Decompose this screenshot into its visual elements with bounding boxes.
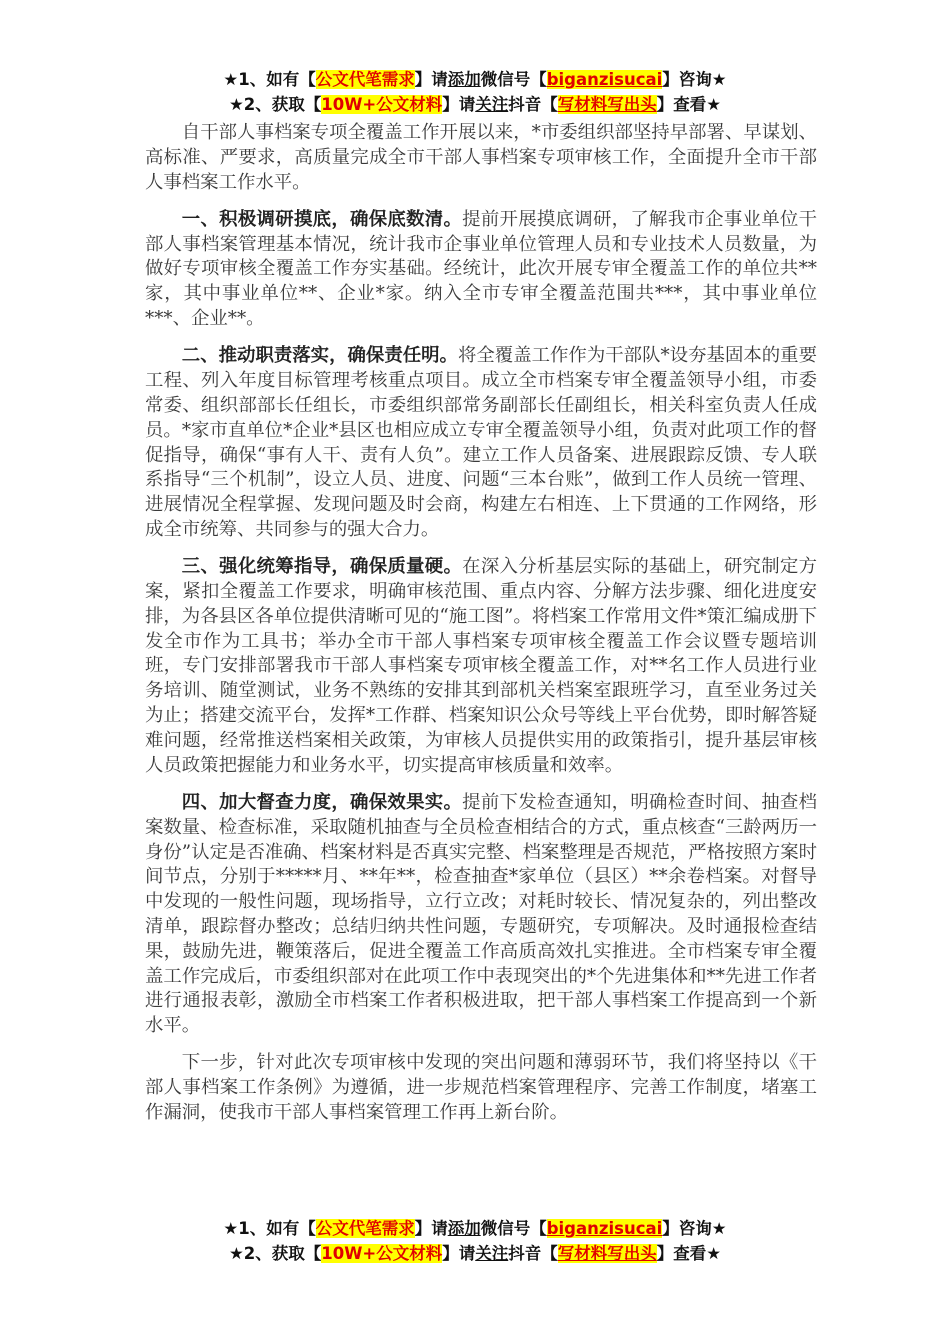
- promo-line-2: [0, 1242, 950, 1267]
- promo-text: ★2、获取【: [228, 1243, 322, 1263]
- promo-text: 】查看★: [656, 1243, 722, 1263]
- highlight-wechat-id: biganzisucai: [546, 70, 663, 89]
- promo-text: 】请: [442, 1243, 476, 1263]
- promo-text: 】咨询★: [662, 1219, 727, 1238]
- highlight-ghostwriting: 公文代笔需求: [315, 70, 415, 89]
- highlight-materials: 10W+公文材料: [321, 1243, 443, 1263]
- highlight-ghostwriting: 公文代笔需求: [315, 1219, 415, 1238]
- underlined-follow: 关注: [475, 94, 509, 114]
- section-heading: 三、强化统筹指导，确保质量硬。: [181, 556, 463, 578]
- conclusion-paragraph: 下一步，针对此次专项审核中发现的突出问题和薄弱环节，我们将坚持以《干部人事档案工作条例》为遵循，进一步规范档案管理程序、完善工作制度，堵塞工作漏洞，使我市干部人事档案管理工作再上新台阶。: [145, 1052, 817, 1123]
- promo-text: 】请: [414, 70, 448, 89]
- section-4-paragraph: [145, 791, 817, 1039]
- section-body: 提前下发检查通知，明确检查时间、抽查档案数量、检查标准，采取随机抽查与全员检查相结合的方式，重点核查“三龄两历一身份”认定是否准确、档案材料是否真实完整、档案整理是否规范，严格按照方案时间节点，分别于*****月、**年**，检查抽查*家单位（县区）**余卷档案。对督导中发现的一般性问题，现场指导，立行立改；对耗时较长、情况复杂的，列出整改清单，跟踪督办整改；总结归纳共性问题，专题研究，专项解决。及时通报检查结果，鼓励先进，鞭策落后，促进全覆盖工作高质高效扎实推进。全市档案专审全覆盖工作完成后，市委组织部对在此项工作中表现突出的*个先进集体和**先进工作者进行通报表彰，激励全市档案工作者积极进取，把干部人事档案工作提高到一个新水平。: [145, 791, 817, 1037]
- promo-text: ★1、如有【: [223, 1219, 316, 1238]
- intro-paragraph: 自干部人事档案专项全覆盖工作开展以来，*市委组织部坚持早部署、早谋划、高标准、严要求，高质量完成全市干部人事档案专项审核工作，全面提升全市干部人事档案工作水平。: [145, 122, 817, 193]
- section-1-paragraph: [145, 208, 817, 332]
- section-body: 在深入分析基层实际的基础上，研究制定方案，紧扣全覆盖工作要求，明确审核范围、重点内容、分解方法步骤、细化进度安排，为各县区各单位提供清晰可见的“施工图”。将档案工作常用文件*策汇编成册下发全市作为工具书；举办全市干部人事档案专项审核全覆盖工作会议暨专题培训班，专门安排部署我市干部人事档案专项审核全覆盖工作，对**名工作人员进行业务培训、随堂测试，业务不熟练的安排其到部机关档案室跟班学习，直至业务过关为止；搭建交流平台，发挥*工作群、档案知识公众号等线上平台优势，即时解答疑难问题，经常推送档案相关政策，为审核人员提供实用的政策指引，提升基层审核人员政策把握能力和业务水平，切实提高审核质量和效率。: [145, 556, 817, 776]
- promo-line-1: [0, 68, 950, 93]
- underlined-add: 添加: [447, 70, 481, 89]
- highlight-douyin-account: 写材料写出头: [557, 94, 657, 114]
- highlight-wechat-id: biganzisucai: [546, 1219, 663, 1238]
- promo-text: 抖音【: [508, 94, 558, 114]
- promo-line-2: [0, 93, 950, 118]
- section-heading: 四、加大督查力度，确保效果实。: [181, 791, 463, 813]
- promo-text: 】咨询★: [662, 70, 727, 89]
- promo-text: ★1、如有【: [223, 70, 316, 89]
- promo-text: 微信号【: [480, 1219, 547, 1238]
- section-body: 将全覆盖工作作为干部队*设夯基固本的重要工程、列入年度目标管理考核重点项目。成立全市档案专审全覆盖领导小组，市委常委、组织部部长任组长，市委组织部常务副部长任副组长，相关科室负责人任成员。*家市直单位*企业*县区也相应成立专审全覆盖领导小组，负责对此项工作的督促指导，确保“事有人干、责有人负”。建立工作人员备案、进展跟踪反馈、专人联系指导“三个机制”，设立人员、进度、问题“三本台账”，做到工作人员统一管理、进展情况全程掌握、发现问题及时会商，构建左右相连、上下贯通的工作网络，形成全市统筹、共同参与的强大合力。: [145, 345, 817, 540]
- promo-line-1: [0, 1217, 950, 1242]
- promo-text: 】请: [442, 94, 476, 114]
- section-body: 提前开展摸底调研，了解我市企事业单位干部人事档案管理基本情况，统计我市企事业单位管理人员和专业技术人员数量，为做好专项审核全覆盖工作夯实基础。经统计，此次开展专审全覆盖工作的单位共**家，其中事业单位**、企业*家。纳入全市专审全覆盖范围共***，其中事业单位***、企业**。: [145, 208, 817, 330]
- promo-text: 抖音【: [508, 1243, 558, 1263]
- promo-text: 微信号【: [480, 70, 547, 89]
- highlight-materials: 10W+公文材料: [321, 94, 443, 114]
- promo-text: 】查看★: [656, 94, 722, 114]
- highlight-douyin-account: 写材料写出头: [557, 1243, 657, 1263]
- document-body: [145, 121, 817, 1138]
- underlined-add: 添加: [447, 1219, 481, 1238]
- promo-text: 】请: [414, 1219, 448, 1238]
- section-heading: 二、推动职责落实，确保责任明。: [181, 345, 458, 367]
- section-2-paragraph: [145, 344, 817, 542]
- section-3-paragraph: [145, 555, 817, 778]
- underlined-follow: 关注: [475, 1243, 509, 1263]
- promo-text: ★2、获取【: [228, 94, 322, 114]
- section-heading: 一、积极调研摸底，确保底数清。: [181, 208, 463, 230]
- promo-banner-top: [0, 68, 950, 117]
- promo-banner-bottom: [0, 1217, 950, 1266]
